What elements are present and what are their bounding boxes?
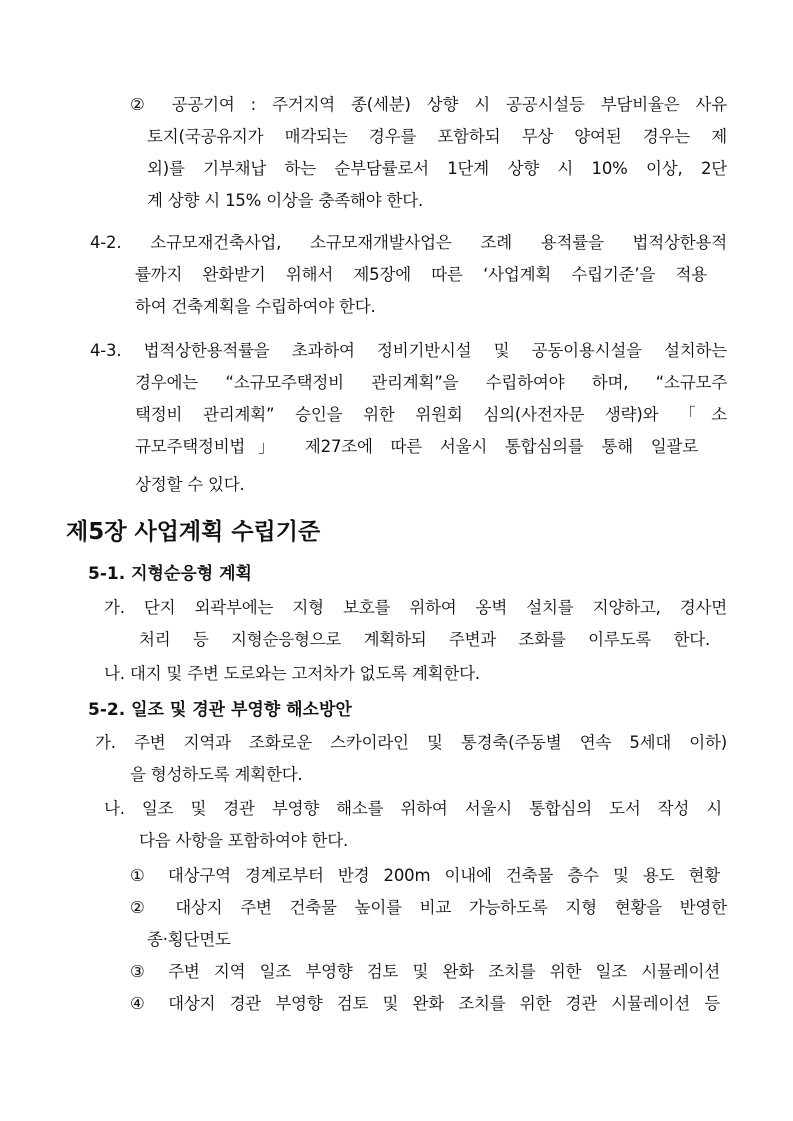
chapter-5-title: 제5장 사업계획 수립기준 <box>66 519 321 545</box>
section-4-2-line-3: 하여 건축계획을 수립하여야 한다. <box>135 297 376 316</box>
subitem-2-line-2: 종·횡단면도 <box>147 930 231 949</box>
section-4-2-line-1: 4-2. 소규모재건축사업, 소규모재개발사업은 조례 용적률을 법적상한용적 <box>90 233 727 252</box>
subitem-3-line: ③ 주변 지역 일조 부영향 검토 및 완화 조치를 위한 일조 시뮬레이션 <box>130 962 720 981</box>
subitem-1-line: ① 대상구역 경계로부터 반경 200m 이내에 건축물 층수 및 용도 현황 <box>130 866 720 885</box>
section-5-1-heading: 5-1. 지형순응형 계획 <box>88 564 252 584</box>
section-5-2-na-line-2: 다음 사항을 포함하여야 한다. <box>139 831 349 850</box>
section-4-3-line-2: 경우에는 “소규모주택정비 관리계획”을 수립하여야 하며, “소규모주 <box>135 373 727 392</box>
public-contribution-line-1: ② 공공기여 : 주거지역 종(세분) 상향 시 공공시설등 부담비율은 사유 <box>130 95 727 114</box>
section-4-3-line-3: 택정비 관리계획” 승인을 위한 위원회 심의(사전자문 생략)와 「소 <box>135 405 727 424</box>
section-4-2-line-2: 률까지 완화받기 위해서 제5장에 따른 ‘사업계획 수립기준’을 적용 <box>135 265 707 284</box>
section-5-2-na-line-1: 나. 일조 및 경관 부영향 해소를 위하여 서울시 통합심의 도서 작성 시 <box>104 799 722 818</box>
section-5-1-ga-line-2: 처리 등 지형순응형으로 계획하되 주변과 조화를 이루도록 한다. <box>139 630 710 649</box>
section-5-1-na-line: 나. 대지 및 주변 도로와는 고저차가 없도록 계획한다. <box>104 664 480 683</box>
section-4-3-line-5: 상정할 수 있다. <box>135 475 245 494</box>
public-contribution-line-3: 외)를 기부채납 하는 순부담률로서 1단계 상향 시 10% 이상, 2단 <box>147 159 727 178</box>
public-contribution-line-2: 토지(국공유지가 매각되는 경우를 포함하되 무상 양여된 경우는 제 <box>147 127 727 146</box>
subitem-4-line: ④ 대상지 경관 부영향 검토 및 완화 조치를 위한 경관 시뮬레이션 등 <box>130 994 720 1013</box>
section-5-1-ga-line-1: 가. 단지 외곽부에는 지형 보호를 위하여 옹벽 설치를 지양하고, 경사면 <box>104 598 727 617</box>
public-contribution-line-4: 계 상향 시 15% 이상을 충족해야 한다. <box>147 191 423 210</box>
section-4-3-line-1: 4-3. 법적상한용적률을 초과하여 정비기반시설 및 공동이용시설을 설치하는 <box>90 341 727 360</box>
section-5-2-ga-line-1: 가. 주변 지역과 조화로운 스카이라인 및 통경축(주동별 연속 5세대 이하) <box>95 733 727 752</box>
section-4-3-line-4: 규모주택정비법」 제27조에 따른 서울시 통합심의를 통해 일괄로 <box>135 437 698 456</box>
subitem-2-line-1: ② 대상지 주변 건축물 높이를 비교 가능하도록 지형 현황을 반영한 <box>130 898 727 917</box>
section-5-2-ga-line-2: 을 형성하도록 계획한다. <box>130 765 303 784</box>
section-5-2-heading: 5-2. 일조 및 경관 부영향 해소방안 <box>88 700 352 720</box>
